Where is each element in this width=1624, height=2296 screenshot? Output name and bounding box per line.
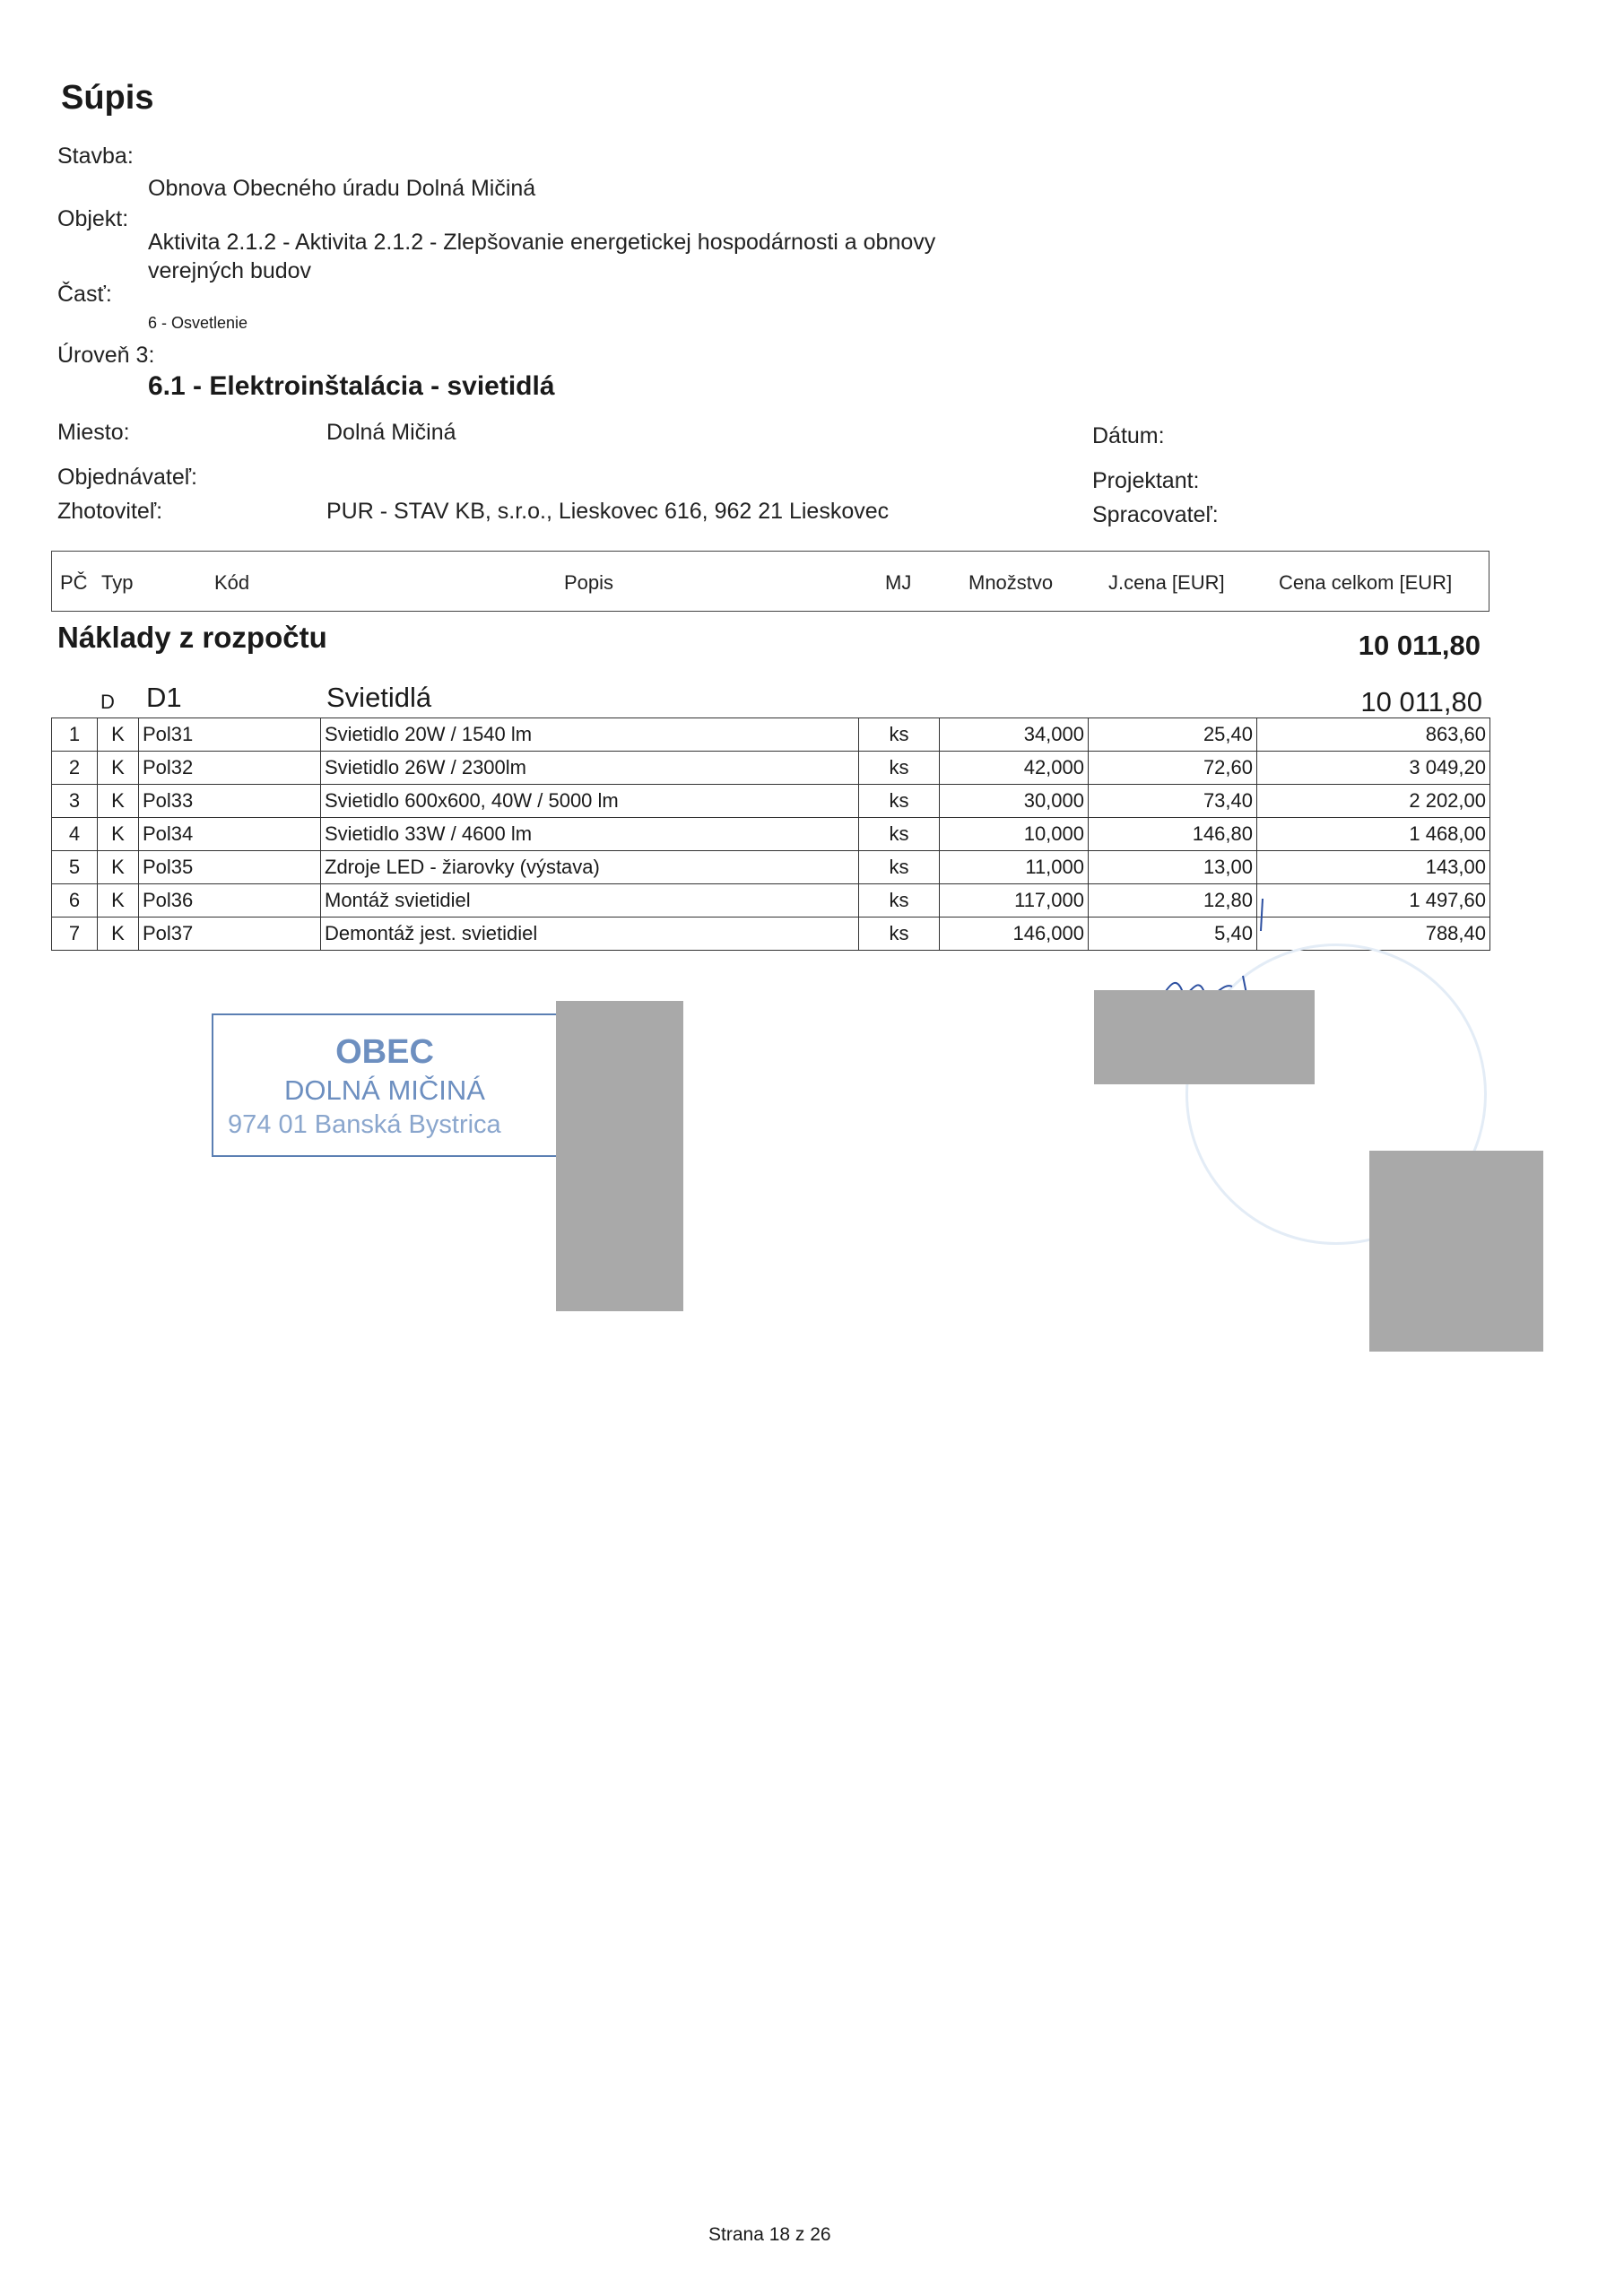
cell-mj: ks bbox=[859, 884, 940, 918]
cell-cena: 863,60 bbox=[1257, 718, 1490, 752]
division-code: D1 bbox=[146, 682, 182, 713]
stavba-label: Stavba: bbox=[57, 144, 134, 169]
stamp-line2: DOLNÁ MIČINÁ bbox=[284, 1074, 485, 1106]
redaction-box bbox=[1369, 1151, 1543, 1352]
cell-popis: Zdroje LED - žiarovky (výstava) bbox=[321, 851, 859, 884]
projektant-label: Projektant: bbox=[1092, 468, 1200, 493]
cell-mj: ks bbox=[859, 752, 940, 785]
objekt-value-line1: Aktivita 2.1.2 - Aktivita 2.1.2 - Zlepšovanie energetickej hospodárnosti a obnovy bbox=[148, 230, 936, 255]
miesto-label: Miesto: bbox=[57, 420, 130, 445]
objekt-value-line2: verejných budov bbox=[148, 258, 312, 283]
tick-mark bbox=[1258, 897, 1267, 933]
table-row bbox=[52, 818, 1490, 851]
cell-kod: Pol34 bbox=[139, 818, 321, 851]
cell-popis: Svietidlo 26W / 2300lm bbox=[321, 752, 859, 785]
table-header bbox=[51, 551, 1489, 612]
cell-cena: 788,40 bbox=[1257, 918, 1490, 951]
spracovatel-label: Spracovateľ: bbox=[1092, 502, 1219, 527]
cell-popis: Svietidlo 600x600, 40W / 5000 lm bbox=[321, 785, 859, 818]
cell-pc: 1 bbox=[52, 718, 98, 752]
cell-kod: Pol36 bbox=[139, 884, 321, 918]
division-name: Svietidlá bbox=[326, 682, 432, 713]
cell-pc: 7 bbox=[52, 918, 98, 951]
cell-jcena: 25,40 bbox=[1089, 718, 1257, 752]
objednavatel-label: Objednávateľ: bbox=[57, 465, 198, 490]
redaction-box bbox=[1094, 990, 1315, 1084]
header-cena: Cena celkom [EUR] bbox=[1279, 571, 1453, 594]
stamp-line1: OBEC bbox=[335, 1033, 434, 1071]
cast-label: Časť: bbox=[57, 282, 112, 307]
summary-value: 10 011,80 bbox=[1358, 630, 1481, 661]
cell-kod: Pol32 bbox=[139, 752, 321, 785]
cell-mnozstvo: 117,000 bbox=[940, 884, 1089, 918]
cell-typ: K bbox=[98, 785, 139, 818]
municipal-stamp bbox=[212, 1013, 559, 1157]
cell-jcena: 12,80 bbox=[1089, 884, 1257, 918]
cell-kod: Pol33 bbox=[139, 785, 321, 818]
table-row bbox=[52, 884, 1490, 918]
page-number: Strana 18 z 26 bbox=[708, 2224, 831, 2245]
cell-popis: Demontáž jest. svietidiel bbox=[321, 918, 859, 951]
division-total: 10 011,80 bbox=[1360, 686, 1482, 718]
objekt-label: Objekt: bbox=[57, 206, 129, 231]
cell-mnozstvo: 146,000 bbox=[940, 918, 1089, 951]
cell-typ: K bbox=[98, 884, 139, 918]
header-popis: Popis bbox=[564, 571, 614, 594]
cell-popis: Montáž svietidiel bbox=[321, 884, 859, 918]
redaction-box bbox=[556, 1001, 683, 1311]
header-typ: Typ bbox=[101, 571, 134, 594]
cell-jcena: 73,40 bbox=[1089, 785, 1257, 818]
cell-mj: ks bbox=[859, 785, 940, 818]
cell-mnozstvo: 11,000 bbox=[940, 851, 1089, 884]
uroven-value: 6.1 - Elektroinštalácia - svietidlá bbox=[148, 371, 555, 401]
stavba-value: Obnova Obecného úradu Dolná Mičiná bbox=[148, 176, 536, 201]
cell-mnozstvo: 34,000 bbox=[940, 718, 1089, 752]
cell-cena: 143,00 bbox=[1257, 851, 1490, 884]
table-row bbox=[52, 752, 1490, 785]
stamp-line3: 974 01 Banská Bystrica bbox=[228, 1110, 501, 1139]
cell-jcena: 146,80 bbox=[1089, 818, 1257, 851]
cell-popis: Svietidlo 33W / 4600 lm bbox=[321, 818, 859, 851]
cell-jcena: 72,60 bbox=[1089, 752, 1257, 785]
cell-pc: 6 bbox=[52, 884, 98, 918]
cell-mnozstvo: 30,000 bbox=[940, 785, 1089, 818]
summary-label: Náklady z rozpočtu bbox=[57, 621, 327, 654]
cell-pc: 3 bbox=[52, 785, 98, 818]
cell-typ: K bbox=[98, 851, 139, 884]
cell-popis: Svietidlo 20W / 1540 lm bbox=[321, 718, 859, 752]
table-row bbox=[52, 851, 1490, 884]
cell-mj: ks bbox=[859, 918, 940, 951]
cell-kod: Pol37 bbox=[139, 918, 321, 951]
header-kod: Kód bbox=[214, 571, 250, 594]
table-row bbox=[52, 785, 1490, 818]
cell-cena: 1 468,00 bbox=[1257, 818, 1490, 851]
cell-mj: ks bbox=[859, 718, 940, 752]
cell-jcena: 13,00 bbox=[1089, 851, 1257, 884]
cell-typ: K bbox=[98, 752, 139, 785]
cell-mj: ks bbox=[859, 818, 940, 851]
zhotovitel-value: PUR - STAV KB, s.r.o., Lieskovec 616, 962 21 Lieskovec bbox=[326, 499, 890, 524]
cell-cena: 1 497,60 bbox=[1257, 884, 1490, 918]
cell-mnozstvo: 42,000 bbox=[940, 752, 1089, 785]
cell-pc: 5 bbox=[52, 851, 98, 884]
cell-kod: Pol35 bbox=[139, 851, 321, 884]
header-jcena: J.cena [EUR] bbox=[1108, 571, 1225, 594]
zhotovitel-label: Zhotoviteľ: bbox=[57, 499, 163, 524]
cell-typ: K bbox=[98, 818, 139, 851]
miesto-value: Dolná Mičiná bbox=[326, 420, 456, 445]
division-type: D bbox=[100, 691, 115, 713]
cell-cena: 2 202,00 bbox=[1257, 785, 1490, 818]
table-row bbox=[52, 918, 1490, 951]
page-title: Súpis bbox=[61, 79, 154, 117]
cell-pc: 4 bbox=[52, 818, 98, 851]
header-pc: PČ bbox=[60, 571, 88, 594]
uroven-label: Úroveň 3: bbox=[57, 343, 155, 368]
cell-pc: 2 bbox=[52, 752, 98, 785]
cell-cena: 3 049,20 bbox=[1257, 752, 1490, 785]
cell-jcena: 5,40 bbox=[1089, 918, 1257, 951]
cell-typ: K bbox=[98, 918, 139, 951]
header-mj: MJ bbox=[885, 571, 912, 594]
table-row bbox=[52, 718, 1490, 752]
cell-mj: ks bbox=[859, 851, 940, 884]
cast-value: 6 - Osvetlenie bbox=[148, 314, 248, 332]
items-table bbox=[51, 718, 1490, 951]
cell-typ: K bbox=[98, 718, 139, 752]
header-mnozstvo: Množstvo bbox=[968, 571, 1054, 594]
cell-kod: Pol31 bbox=[139, 718, 321, 752]
cell-mnozstvo: 10,000 bbox=[940, 818, 1089, 851]
datum-label: Dátum: bbox=[1092, 423, 1165, 448]
